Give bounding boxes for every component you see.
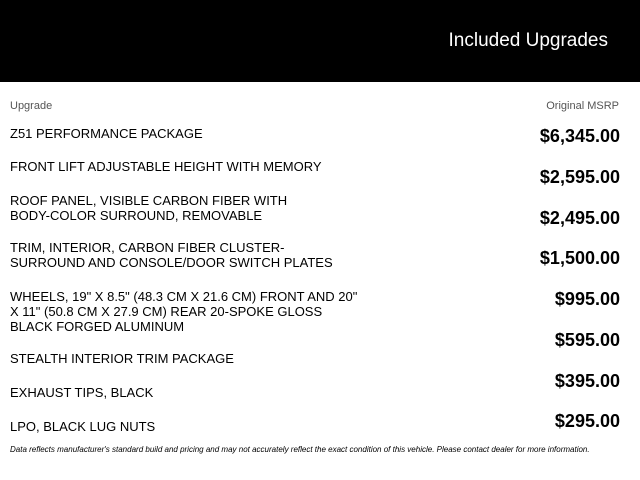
upgrade-price: $595.00 bbox=[554, 330, 620, 350]
upgrade-price: $6,345.00 bbox=[539, 126, 620, 146]
upgrade-name: TRIM, INTERIOR, CARBON FIBER CLUSTER-SURROUND AND CONSOLE/DOOR SWITCH PLATES bbox=[10, 240, 333, 270]
column-header-upgrade: Upgrade bbox=[10, 100, 53, 112]
upgrade-name: FRONT LIFT ADJUSTABLE HEIGHT WITH MEMORY bbox=[10, 159, 322, 174]
upgrade-name: ROOF PANEL, VISIBLE CARBON FIBER WITH BODY-COLOR SURROUND, REMOVABLE bbox=[10, 193, 288, 223]
column-header-msrp: Original MSRP bbox=[546, 100, 619, 112]
upgrade-price: $395.00 bbox=[554, 371, 620, 391]
header-banner bbox=[0, 0, 640, 82]
page-title: Included Upgrades bbox=[448, 30, 608, 51]
upgrade-name: STEALTH INTERIOR TRIM PACKAGE bbox=[10, 351, 234, 366]
disclaimer-text: Data reflects manufacturer's standard build and pricing and may not accurately reflect the exact condition of this vehicle. Please contact dealer for more information. bbox=[10, 445, 590, 454]
upgrade-name: LPO, BLACK LUG NUTS bbox=[10, 419, 156, 434]
upgrade-price: $2,495.00 bbox=[539, 208, 620, 228]
upgrade-price: $1,500.00 bbox=[539, 248, 620, 268]
upgrade-price: $995.00 bbox=[554, 289, 620, 309]
upgrade-name: EXHAUST TIPS, BLACK bbox=[10, 385, 154, 400]
upgrade-price: $2,595.00 bbox=[539, 167, 620, 187]
upgrade-name: Z51 PERFORMANCE PACKAGE bbox=[10, 126, 203, 141]
upgrade-price: $295.00 bbox=[554, 411, 620, 431]
upgrade-name: WHEELS, 19" X 8.5" (48.3 CM X 21.6 CM) FRONT AND 20" X 11" (50.8 CM X 27.9 CM) REAR 20-SPOKE GLOSS BLACK FORGED ALUMINUM bbox=[10, 289, 358, 334]
